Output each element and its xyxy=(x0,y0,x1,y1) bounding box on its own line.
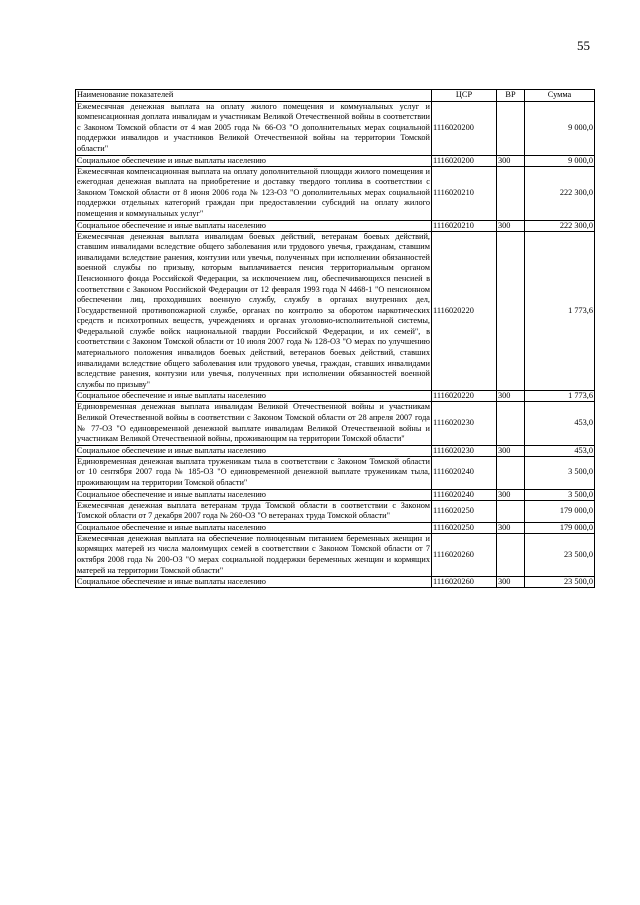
table-row xyxy=(76,500,595,522)
cell-name: Социальное обеспечение и иные выплаты населению xyxy=(76,220,432,231)
cell-name: Социальное обеспечение и иные выплаты населению xyxy=(76,155,432,166)
cell-name: Ежемесячная денежная выплата ветеранам труда Томской области в соответствии с Законом Томской области от 7 декабря 2007 года № 260-ОЗ "О ветеранах труда Томской области" xyxy=(76,500,432,522)
cell-sum: 23 500,0 xyxy=(525,577,595,588)
cell-csr: 1116020250 xyxy=(432,522,497,533)
cell-sum: 453,0 xyxy=(525,445,595,456)
cell-name: Ежемесячная денежная выплата на оплату жилого помещения и коммунальных услуг и компенсационная доплата инвалидам и участникам Великой Отечественной войны в соответствии с Законом Томской области от 4 мая 2005 года № 66-ОЗ "О дополнительных мерах социальной поддержки инвалидов и участников Великой Отечественной войны на территории Томской области" xyxy=(76,101,432,155)
table-row xyxy=(76,220,595,231)
cell-vr: 300 xyxy=(497,577,525,588)
cell-name: Ежемесячная компенсационная выплата на оплату дополнительной площади жилого помещения и ежегодная денежная выплата на приобретение и доставку твердого топлива в соответствии с Законом Томской области от 8 июня 2006 года № 123-ОЗ "О дополнительных мерах социальной поддержки отдельных категорий граждан при предоставлении субсидий на оплату жилого помещения и коммунальных услуг" xyxy=(76,166,432,220)
cell-csr: 1116020220 xyxy=(432,231,497,391)
cell-csr: 1116020260 xyxy=(432,533,497,576)
cell-sum: 1 773,6 xyxy=(525,231,595,391)
cell-csr: 1116020240 xyxy=(432,489,497,500)
table-row xyxy=(76,445,595,456)
cell-sum: 179 000,0 xyxy=(525,522,595,533)
cell-name: Социальное обеспечение и иные выплаты населению xyxy=(76,445,432,456)
table-row xyxy=(76,533,595,576)
cell-name: Ежемесячная денежная выплата на обеспечение полноценным питанием беременных женщин и кормящих матерей из числа малоимущих семей в соответствии с Законом Томской области от 7 октября 2008 года № 200-ОЗ "О мерах социальной поддержки беременных женщин и кормящих матерей на территории Томской области" xyxy=(76,533,432,576)
cell-sum: 453,0 xyxy=(525,402,595,445)
cell-name: Социальное обеспечение и иные выплаты населению xyxy=(76,391,432,402)
cell-name: Социальное обеспечение и иные выплаты населению xyxy=(76,577,432,588)
cell-vr xyxy=(497,166,525,220)
cell-vr: 300 xyxy=(497,522,525,533)
cell-csr: 1116020230 xyxy=(432,445,497,456)
cell-sum: 23 500,0 xyxy=(525,533,595,576)
cell-sum: 3 500,0 xyxy=(525,456,595,489)
cell-csr: 1116020260 xyxy=(432,577,497,588)
cell-vr xyxy=(497,231,525,391)
table-row xyxy=(76,577,595,588)
cell-vr: 300 xyxy=(497,489,525,500)
cell-sum: 179 000,0 xyxy=(525,500,595,522)
header-csr: ЦСР xyxy=(432,90,497,102)
cell-sum: 222 300,0 xyxy=(525,220,595,231)
cell-vr: 300 xyxy=(497,220,525,231)
cell-csr: 1116020230 xyxy=(432,402,497,445)
table-row xyxy=(76,391,595,402)
cell-csr: 1116020220 xyxy=(432,391,497,402)
table-row xyxy=(76,402,595,445)
header-vr: ВР xyxy=(497,90,525,102)
table-row xyxy=(76,231,595,391)
cell-sum: 9 000,0 xyxy=(525,155,595,166)
cell-sum: 1 773,6 xyxy=(525,391,595,402)
header-name: Наименование показателей xyxy=(76,90,432,102)
cell-csr: 1116020240 xyxy=(432,456,497,489)
cell-name: Социальное обеспечение и иные выплаты населению xyxy=(76,522,432,533)
table-row xyxy=(76,522,595,533)
cell-csr: 1116020210 xyxy=(432,220,497,231)
cell-sum: 9 000,0 xyxy=(525,101,595,155)
cell-vr xyxy=(497,533,525,576)
cell-csr: 1116020250 xyxy=(432,500,497,522)
table-row xyxy=(76,155,595,166)
budget-table xyxy=(75,89,595,588)
header-sum: Сумма xyxy=(525,90,595,102)
cell-vr: 300 xyxy=(497,155,525,166)
cell-csr: 1116020200 xyxy=(432,101,497,155)
table-row xyxy=(76,101,595,155)
cell-name: Ежемесячная денежная выплата инвалидам боевых действий, ветеранам боевых действий, ставшим инвалидами вследствие общего заболевания или трудового увечья, гражданам, ставшим инвалидами вследствие ранения, контузии или увечья, полученных при исполнении обязанностей военной службы по призыву, которым выплачивается пенсия территориальным органом Пенсионного фонда Российской Федерации, за исключением лиц, обеспечивающихся пенсией в соответствии с Законом Российской Федерации от 12 февраля 1993 года N 4468-1 "О пенсионном обеспечении лиц, проходивших военную службу, службу в органах внутренних дел, Государственной противопожарной службе, органах по контролю за оборотом наркотических средств и психотропных веществ, учреждениях и органах уголовно-исполнительной системы, Федеральной службе войск национальной гвардии Российской Федерации, и их семей", в соответствии с Законом Томской области от 10 июля 2007 года № 128-ОЗ "О мерах по улучшению материального положения инвалидов боевых действий, ветеранов боевых действий, ставших инвалидами вследствие общего заболевания или трудового увечья, граждан, ставших инвалидами вследствие ранения, контузии или увечья, полученных при исполнении обязанностей военной службы по призыву" xyxy=(76,231,432,391)
cell-vr xyxy=(497,456,525,489)
cell-sum: 3 500,0 xyxy=(525,489,595,500)
page-number: 55 xyxy=(577,38,590,53)
cell-name: Единовременная денежная выплата труженикам тыла в соответствии с Законом Томской области от 10 сентября 2007 года № 185-ОЗ "О единовременной денежной выплате труженикам тыла, проживающим на территории Томской области" xyxy=(76,456,432,489)
cell-vr xyxy=(497,402,525,445)
cell-sum: 222 300,0 xyxy=(525,166,595,220)
table-row xyxy=(76,489,595,500)
cell-vr: 300 xyxy=(497,391,525,402)
cell-name: Социальное обеспечение и иные выплаты населению xyxy=(76,489,432,500)
cell-vr xyxy=(497,500,525,522)
cell-vr: 300 xyxy=(497,445,525,456)
table-row xyxy=(76,456,595,489)
cell-csr: 1116020200 xyxy=(432,155,497,166)
cell-vr xyxy=(497,101,525,155)
table-header-row xyxy=(76,90,595,102)
cell-csr: 1116020210 xyxy=(432,166,497,220)
cell-name: Единовременная денежная выплата инвалидам Великой Отечественной войны и участникам Великой Отечественной войны в соответствии с Законом Томской области от 28 апреля 2007 года № 77-ОЗ "О единовременной денежной выплате инвалидам Великой Отечественной войны и участникам Великой Отечественной войны, проживающим на территории Томской области" xyxy=(76,402,432,445)
table-row xyxy=(76,166,595,220)
